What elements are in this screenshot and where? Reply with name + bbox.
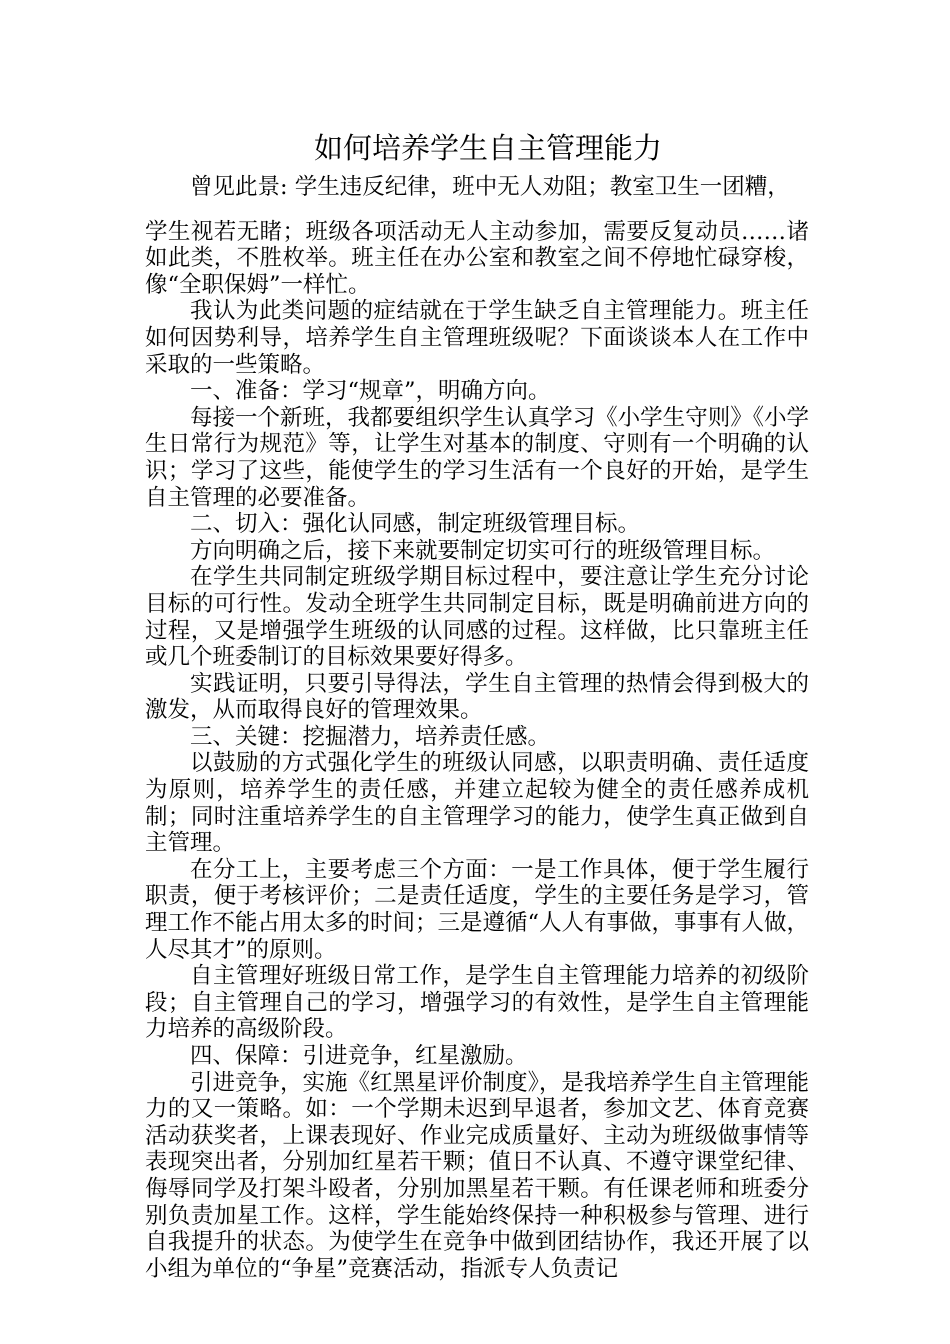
paragraph: 曾见此景: 学生违反纪律，班中无人劝阻；教室卫生一团糟， — [190, 174, 790, 200]
paragraph: 以鼓励的方式强化学生的班级认同感，以职责明确、责任适度为原则，培养学生的责任感，并建立起较为健全的责任感养成机制；同时注重培养学生的自主管理学习的能力，使学生真正做到自主管理。 — [145, 750, 809, 857]
paragraph: 学生视若无睹；班级各项活动无人主动参加，需要反复动员……诸如此类，不胜枚举。班主任在办公室和教室之间不停地忙碌穿梭，像“全职保姆”一样忙。 — [145, 218, 809, 298]
paragraph: 每接一个新班，我都要组织学生认真学习《小学生守则》《小学生日常行为规范》等，让学生对基本的制度、守则有一个明确的认识；学习了这些，能使学生的学习生活有一个良好的开始，是学生自主管理的必要准备。 — [145, 404, 809, 511]
paragraph: 实践证明，只要引导得法，学生自主管理的热情会得到极大的激发，从而取得良好的管理效果。 — [145, 670, 809, 724]
paragraph: 自主管理好班级日常工作，是学生自主管理能力培养的初级阶段；自主管理自己的学习，增强学习的有效性，是学生自主管理能力培养的高级阶段。 — [145, 963, 809, 1043]
page-title: 如何培养学生自主管理能力 — [313, 131, 662, 165]
paragraph: 在分工上，主要考虑三个方面：一是工作具体，便于学生履行职责，便于考核评价；二是责任适度，学生的主要任务是学习，管理工作不能占用太多的时间；三是遵循“人人有事做，事事有人做，人尽其才”的原则。 — [145, 856, 810, 963]
paragraph: 引进竞争，实施《红黑星评价制度》，是我培养学生自主管理能力的又一策略。如：一个学期未迟到早退者，参加文艺、体育竞赛活动获奖者，上课表现好、作业完成质量好、主动为班级做事情等表现突出者，分别加红星若干颗；值日不认真、不遵守课堂纪律、侮辱同学及打架斗殴者，分别加黑星若干颗。有任课老师和班委分别负责加星工作。这样，学生能始终保持一种积极参与管理、进行自我提升的状态。为使学生在竞争中做到团结协作，我还开展了以小组为单位的“争星”竞赛活动，指派专人负责记 — [145, 1069, 809, 1282]
section-heading: 四、保障：引进竞争，红星激励。 — [190, 1043, 528, 1069]
paragraph: 我认为此类问题的症结就在于学生缺乏自主管理能力。班主任如何因势利导，培养学生自主管理班级呢？下面谈谈本人在工作中采取的一些策略。 — [145, 298, 809, 378]
paragraph: 方向明确之后，接下来就要制定切实可行的班级管理目标。 — [190, 537, 776, 564]
section-heading: 一、准备：学习“规章”，明确方向。 — [190, 378, 551, 405]
paragraph: 在学生共同制定班级学期目标过程中，要注意让学生充分讨论目标的可行性。发动全班学生共同制定目标，既是明确前进方向的过程，又是增强学生班级的认同感的过程。这样做，比只靠班主任或几个班委制订的目标效果要好得多。 — [145, 564, 809, 671]
document-body — [145, 128, 809, 1282]
section-heading: 三、关键：挖掘潜力，培养责任感。 — [190, 723, 551, 750]
section-heading: 二、切入：强化认同感，制定班级管理目标。 — [190, 511, 641, 538]
